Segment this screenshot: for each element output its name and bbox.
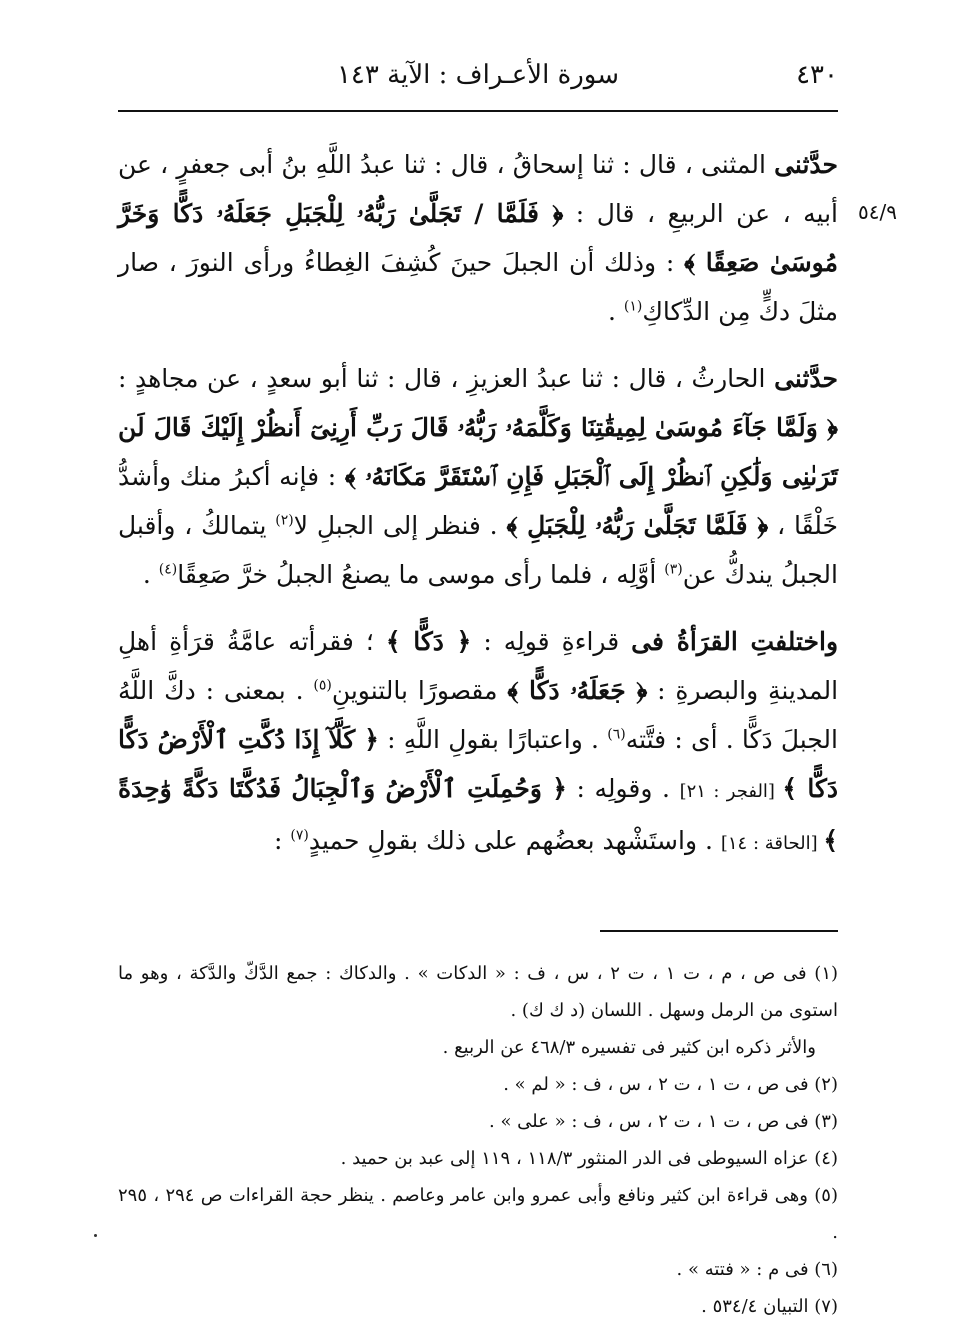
paragraph-text: . bbox=[607, 297, 624, 326]
paragraph-text: . واستَشْهد بعضُهم على ذلك بقولِ حميدٍ bbox=[308, 826, 721, 855]
quran-verse: ﴿ وَلَمَّا جَآءَ مُوسَىٰ لِمِيقَٰتِنَا وَكَلَّمَهُۥ رَبُّهُۥ قَالَ رَبِّ أَرِنِىٓ أَنظُرْ إِلَيْكَ قَالَ لَن تَرَىٰنِى وَلَٰكِنِ ٱنظُرْ إِلَى ٱلْجَبَلِ فَإِنِ ٱسْتَقَرَّ مَكَانَهُۥ ﴾ bbox=[118, 413, 838, 491]
paragraph-2 bbox=[118, 354, 838, 599]
quran-verse: ﴿ كَلَّآ إِذَا دُكَّتِ ٱلْأَرْضُ دَكًّا دَكًّا ﴾ bbox=[118, 725, 838, 803]
footnote-7: (٧) التبيان ٥٣٤/٤ . bbox=[701, 1296, 838, 1317]
verse-reference: [الحاقة : ١٤] bbox=[720, 833, 824, 854]
paragraph-text: : فإنه أكبرُ منك وأشدُّ خَلْقًا ، bbox=[118, 462, 838, 540]
quran-verse: ﴿ دَكًّا ﴾ bbox=[385, 627, 472, 656]
footnote-1-continuation: والأثر ذكره ابن كثير فى تفسيره ٤٦٨/٣ عن الربيع . bbox=[442, 1037, 816, 1058]
paragraph-text: قراءةِ قولِه : bbox=[471, 627, 632, 656]
page-number: ٤٣٠ bbox=[796, 60, 838, 90]
paragraph-lead: حدَّثنى bbox=[774, 150, 838, 179]
paragraph-text: . فنظر إلى الجبلِ لا bbox=[293, 511, 507, 540]
footnote-4: (٤) عزاه السيوطى فى الدر المنثور ١١٨/٣ ، ١١٩ إلى عبد بن حميد . bbox=[340, 1148, 838, 1169]
paragraph-text: المثنى ، قال : ثنا إسحاقُ ، قال : ثنا عبدُ اللَّهِ بنُ أبى جعفرٍ ، عن أبيه ، عن الربيعِ ، قال : bbox=[118, 150, 839, 228]
running-title: سورة الأعـراف : الآية ١٤٣ bbox=[336, 60, 620, 90]
paragraph-text: أوَّلِه ، فلما رأى موسى ما يصنعُ الجبلُ خرَّ صَعِقًا bbox=[177, 560, 665, 589]
footnote-marker: (٣) bbox=[664, 561, 683, 578]
footnote-marker: (٤) bbox=[158, 561, 178, 578]
footnote-marker: (٦) bbox=[607, 726, 626, 743]
footnote-5: (٥) وهى قراءة ابن كثير ونافع وأبى عمرو وابن عامر وعاصم . ينظر حجة القراءات ص ٢٩٤ ، ٢٩٥ . bbox=[118, 1185, 838, 1243]
footnote-1: (١) فى ص ، م ، ت ١ ، ت ٢ ، س ، ف : « الدكات » . والدكاك : جمع الدَّكّ والدَّكة ، وهو ما استوى من الرمل وسهل . اللسان (د ك ك) . bbox=[118, 963, 839, 1021]
quran-verse: ﴿ وَحُمِلَتِ ٱلْأَرْضُ وَٱلْجِبَالُ فَدُكَّتَا دَكَّةً وَٰحِدَةً ﴾ bbox=[118, 774, 838, 855]
paragraph-lead: واختلفتِ القرَأةُ فى bbox=[631, 627, 839, 656]
footnotes bbox=[118, 955, 838, 1325]
paragraph-text: : bbox=[274, 826, 291, 855]
scan-speck bbox=[94, 1234, 97, 1237]
footnote-separator bbox=[600, 930, 838, 932]
footnote-marker: (٢) bbox=[275, 512, 294, 529]
paragraph-text: ؛ فقرأته عامَّةُ قرَأةِ أهلِ المدينةِ والبصرةِ : bbox=[118, 627, 839, 705]
footnote-2: (٢) فى ص ، ت ١ ، ت ٢ ، س ، ف : « لم » . bbox=[503, 1074, 838, 1095]
footnote-marker: (٥) bbox=[313, 677, 332, 694]
paragraph-text: . بمعنى : دكَّ اللَّهُ الجبلَ دَكًّا . أى : فتَّته bbox=[118, 676, 838, 754]
quran-verse: ﴿ فَلَمَّا / تَجَلَّىٰ رَبُّهُۥ لِلْجَبَلِ جَعَلَهُۥ دَكًّا وَخَرَّ مُوسَىٰ صَعِقًا ﴾ bbox=[118, 199, 838, 277]
paragraph-text: الحارثُ ، قال : ثنا عبدُ العزيزِ ، قال : ثنا أبو سعدٍ ، عن مجاهدٍ : bbox=[118, 364, 775, 393]
paragraph-text: . واعتبارًا بقولِ اللَّهِ : bbox=[378, 725, 608, 754]
paragraph-text: : وذلك أن الجبلَ حينَ كُشِفَ الغِطاءُ ورأى النورَ ، صار مثلَ دكٍّ مِن الدِّكاكِ bbox=[118, 248, 838, 326]
header-rule bbox=[118, 110, 838, 112]
paragraph-3 bbox=[118, 617, 838, 868]
quran-verse: ﴿ فَلَمَّا تَجَلَّىٰ رَبُّهُۥ لِلْجَبَلِ ﴾ bbox=[506, 511, 769, 540]
paragraph-lead: حدَّثنى bbox=[774, 364, 838, 393]
margin-volume-reference: ٥٤/٩ bbox=[858, 200, 897, 224]
footnote-marker: (١) bbox=[623, 298, 643, 315]
footnote-3: (٣) فى ص ، ت ١ ، ت ٢ ، س ، ف : « على » . bbox=[489, 1111, 838, 1132]
quran-verse: ﴿ جَعَلَهُۥ دَكًّا ﴾ bbox=[507, 676, 648, 705]
paragraph-text: يتمالكُ ، وأقبل الجبلُ يندكُّ عن bbox=[118, 511, 838, 589]
verse-reference: [الفجر : ٢١] bbox=[679, 781, 783, 802]
paragraph-1 bbox=[118, 140, 838, 336]
main-text bbox=[118, 140, 838, 886]
paragraph-text: . bbox=[142, 560, 159, 589]
running-header bbox=[118, 52, 838, 98]
paragraph-text: . وقولِه : bbox=[566, 774, 680, 803]
paragraph-text: مقصورًا بالتنوينِ bbox=[331, 676, 508, 705]
footnote-marker: (٧) bbox=[290, 827, 309, 844]
footnote-6: (٦) فى م : « فتته » . bbox=[676, 1259, 838, 1280]
